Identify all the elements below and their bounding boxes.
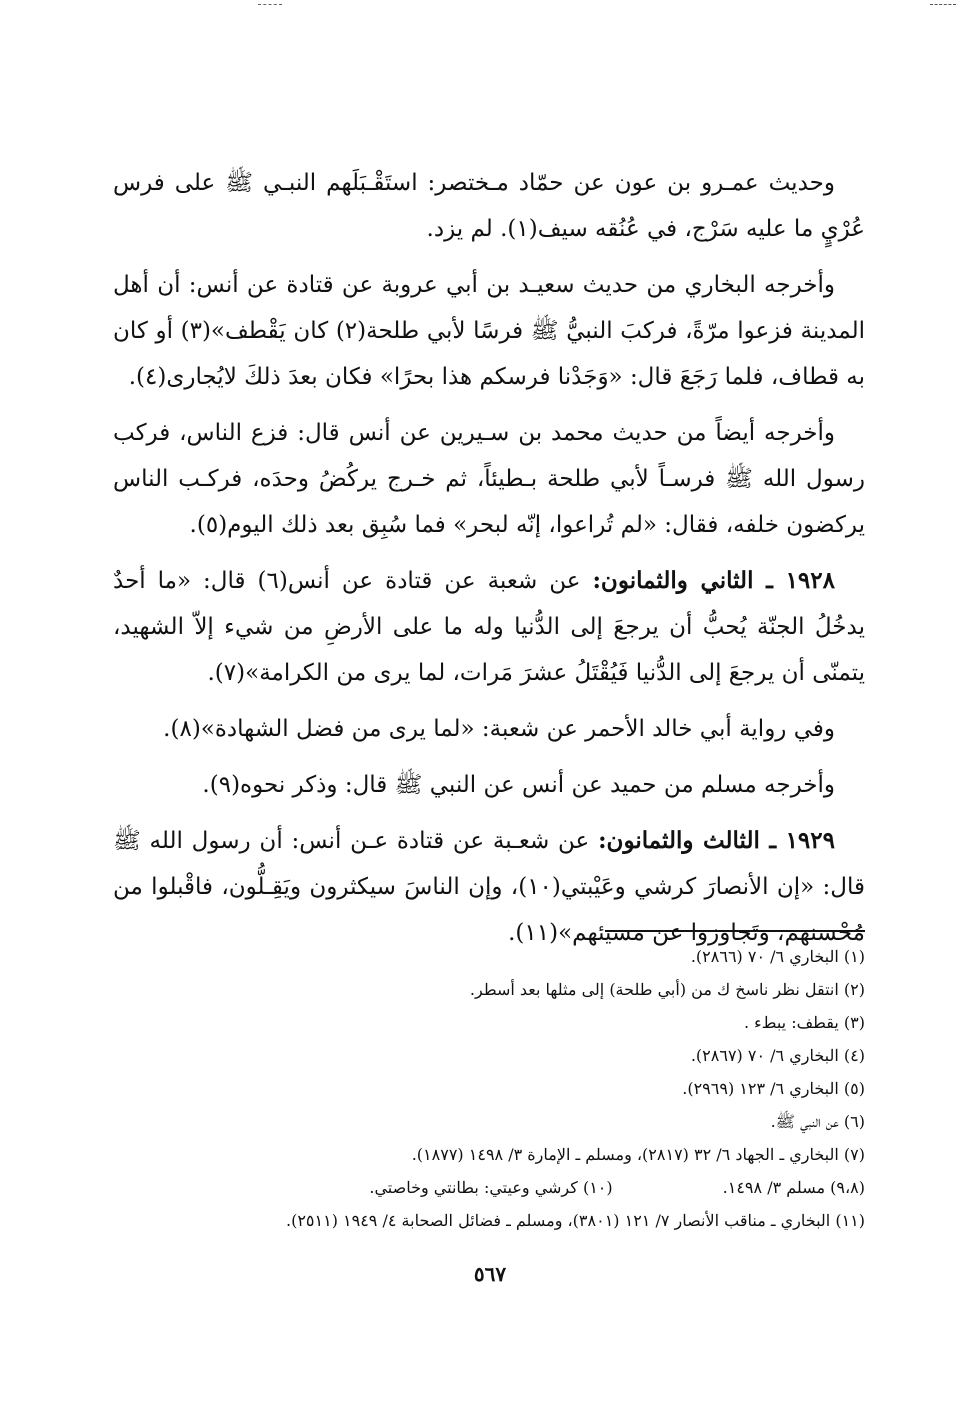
paragraph: وأخرجه مسلم من حميد عن أنس عن النبي ﷺ قال: وذكر نحوه(٩). [202, 772, 835, 798]
hadith-number: ١٩٢٨ ـ الثاني والثمانون: [592, 567, 835, 594]
footnote: (٣) يقطف: يبطء . [743, 1013, 865, 1032]
main-text [113, 160, 865, 966]
paragraph: وحديث عمـرو بن عون عن حمّاد مـختصر: استَقْـبَلَهم النبـي ﷺ على فرس عُرْيٍ ما عليه سَرْج، في عُنُقه سيف(١). لم يزد. [113, 170, 865, 242]
footnote: (١٠) كرشي وعيتي: بطانتي وخاصتي. [369, 1178, 613, 1197]
footnote-row [113, 1171, 865, 1204]
footnote: (١) البخاري ٦/ ٧٠ (٢٨٦٦). [690, 947, 865, 966]
scan-mark [930, 4, 956, 7]
hadith-text: عن شعـبة عن قتادة عـن أنس: أن رسول الله ﷺ قال: «إن الأنصارَ كرشي وعَيْبتي(١٠)، وإن الناسَ سيكثرون ويَقِـلُّون، فاقْبلوا من مُحْسنهم، وتَجاوزوا عن مسيئهم»(١١). [113, 828, 865, 946]
scan-mark [258, 4, 282, 7]
hadith-1929 [113, 818, 865, 956]
hadith-1928 [113, 558, 865, 696]
footnote: (٢) انتقل نظر ناسخ ك من (أبي طلحة) إلى مثلها بعد أسطر. [469, 980, 865, 999]
footnote: (٤) البخاري ٦/ ٧٠ (٢٨٦٧). [690, 1046, 865, 1065]
footnote: (٧) البخاري ـ الجهاد ٦/ ٣٢ (٢٨١٧)، ومسلم ـ الإمارة ٣/ ١٤٩٨ (١٨٧٧). [411, 1145, 865, 1164]
paragraph: وأخرجه أيضاً من حديث محمد بن سـيرين عن أنس قال: فزع الناس، فركب رسول الله ﷺ فرسـاً لأبي طلحة بـطيئاً، ثم خـرج يركُضُ وحدَه، فركـب الناس يركضون خلفه، فقال: «لم تُراعوا، إنّه لبحر» فما سُبِق بعد ذلك اليوم(٥). [113, 420, 865, 538]
footnotes [113, 940, 865, 1237]
hadith-number: ١٩٢٩ ـ الثالث والثمانون: [598, 827, 835, 854]
footnote: (١١) البخاري ـ مناقب الأنصار ٧/ ١٢١ (٣٨٠١)، ومسلم ـ فضائل الصحابة ٤/ ١٩٤٩ (٢٥١١). [285, 1211, 865, 1230]
footnote: (٦) عن النبي ﷺ. [770, 1112, 865, 1131]
footnote-divider [605, 930, 865, 932]
page-number: ٥٦٧ [473, 1262, 507, 1286]
footnote: (٩،٨) مسلم ٣/ ١٤٩٨. [722, 1178, 865, 1197]
paragraph: وأخرجه البخاري من حديث سعيـد بن أبي عروبة عن قتادة عن أنس: أن أهل المدينة فزعوا مرّةً، فركبَ النبيُّ ﷺ فرسًا لأبي طلحة(٢) كان يَقْطف»(٣) أو كان به قطاف، فلما رَجَعَ قال: «وَجَدْنا فرسكم هذا بحرًا» فكان بعدَ ذلكَ لايُجارى(٤). [113, 272, 865, 390]
paragraph: وفي رواية أبي خالد الأحمر عن شعبة: «لما يرى من فضل الشهادة»(٨). [163, 716, 835, 742]
hadith-text: عن شعبة عن قتادة عن أنس(٦) قال: «ما أحدٌ يدخُلُ الجنّة يُحبُّ أن يرجعَ إلى الدُّنيا وله ما على الأرضِ من شيء إلاّ الشهيد، يتمنّى أن يرجعَ إلى الدُّنيا فَيُقْتَلُ عشرَ مَرات، لما يرى من الكرامة»(٧). [113, 568, 865, 686]
footnote: (٥) البخاري ٦/ ١٢٣ (٢٩٦٩). [682, 1079, 865, 1098]
